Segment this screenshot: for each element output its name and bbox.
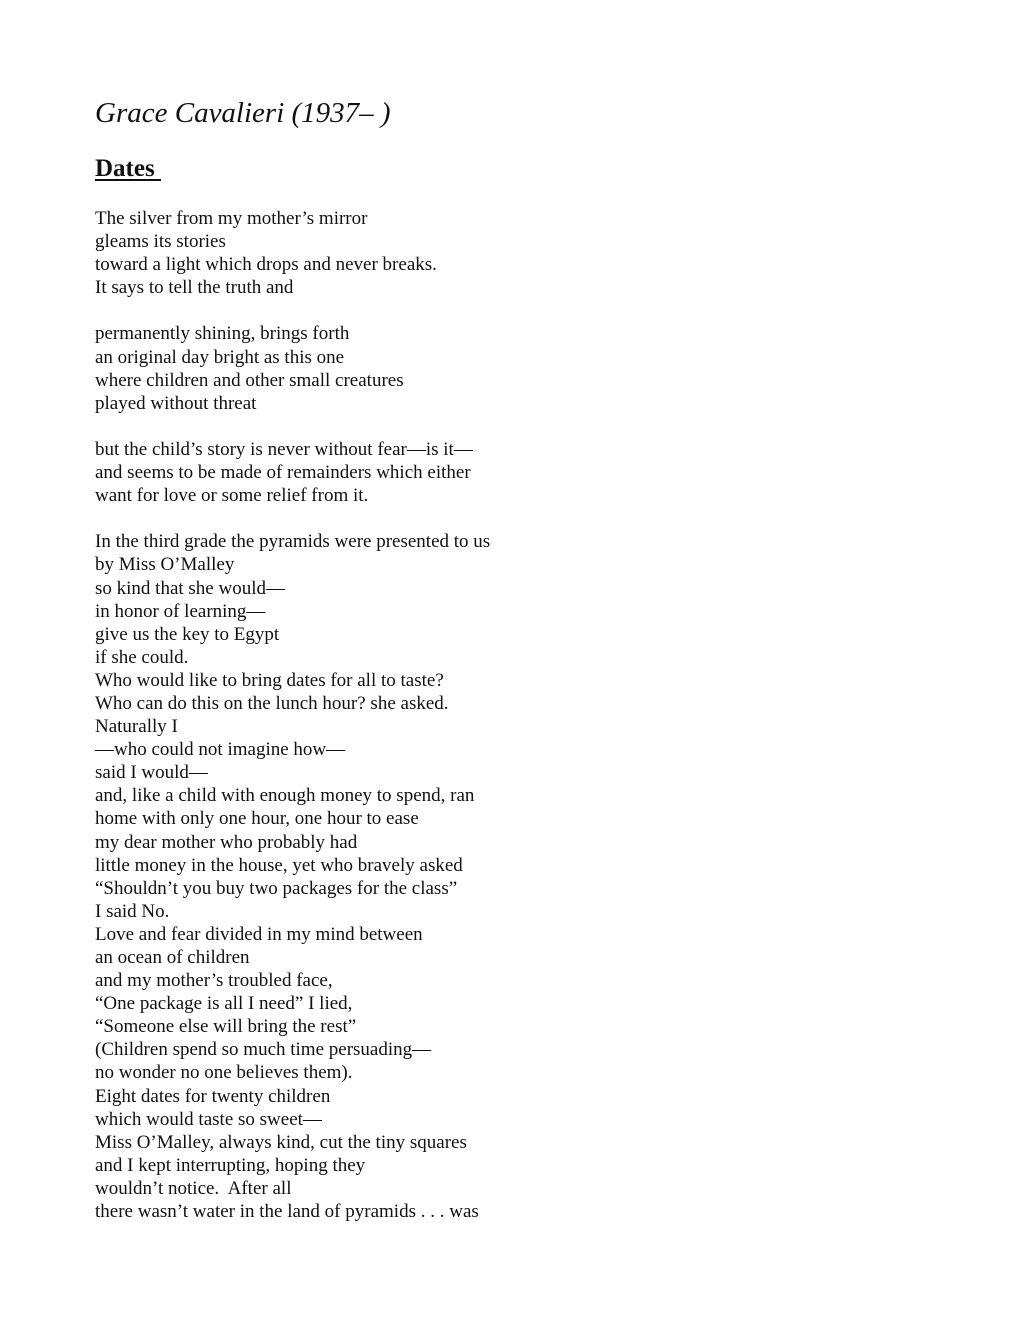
poem-line: I said No. <box>95 900 170 922</box>
poem-line: In the third grade the pyramids were presented to us <box>95 531 491 553</box>
poem-line: home with only one hour, one hour to ease <box>95 808 419 830</box>
poem-line: “One package is all I need” I lied, <box>95 993 353 1015</box>
poem-line: little money in the house, yet who bravely asked <box>95 854 463 876</box>
poem-line: The silver from my mother’s mirror <box>95 208 368 229</box>
poem-line: “Shouldn’t you buy two packages for the class” <box>95 877 458 899</box>
poem-line: Eight dates for twenty children <box>95 1085 331 1107</box>
poem-line: and, like a child with enough money to spend, ran <box>95 785 475 807</box>
poem-line: “Someone else will bring the rest” <box>95 1016 357 1038</box>
poem-line: an ocean of children <box>95 947 250 968</box>
poem-line: Love and fear divided in my mind between <box>95 923 423 945</box>
poem-line: so kind that she would— <box>95 577 285 599</box>
poem-line: by Miss O’Malley <box>95 554 235 576</box>
poem-line: (Children spend so much time persuading— <box>95 1039 432 1061</box>
poem-line: Who would like to bring dates for all to taste? <box>95 669 444 691</box>
poem-line: wouldn’t notice. After all <box>95 1177 292 1199</box>
poem-line: and my mother’s troubled face, <box>95 970 333 992</box>
poem-line: Naturally I <box>95 716 178 738</box>
poem-line: gleams its stories <box>95 231 226 253</box>
author-heading: Grace Cavalieri (1937– ) <box>95 97 391 129</box>
poem-line: which would taste so sweet— <box>95 1108 322 1130</box>
poem-line: want for love or some relief from it. <box>95 485 369 507</box>
poem-line: where children and other small creatures <box>95 369 404 391</box>
poem-line: but the child’s story is never without fear—is it— <box>95 438 473 460</box>
poem-line: no wonder no one believes them). <box>95 1062 353 1084</box>
poem-line: —who could not imagine how— <box>95 739 346 761</box>
poem-line: there wasn’t water in the land of pyramids . . . was <box>95 1201 479 1223</box>
poem-line: if she could. <box>95 646 189 668</box>
poem-title: Dates <box>95 155 161 182</box>
poem-line: toward a light which drops and never breaks. <box>95 254 437 276</box>
poem-line: and seems to be made of remainders which either <box>95 462 471 484</box>
poem-line: played without threat <box>95 392 257 414</box>
poem-line: permanently shining, brings forth <box>95 323 350 345</box>
poem-line: give us the key to Egypt <box>95 623 280 645</box>
poem-stanza <box>95 207 895 299</box>
poem-line: said I would— <box>95 762 208 784</box>
poem-line: my dear mother who probably had <box>95 831 358 853</box>
poem-line: Who can do this on the lunch hour? she asked. <box>95 692 449 714</box>
poem-body <box>95 207 895 1246</box>
poem-line: in honor of learning— <box>95 600 266 622</box>
poem-stanza <box>95 322 895 414</box>
poem-line: It says to tell the truth and <box>95 277 294 299</box>
poem-line: and I kept interrupting, hoping they <box>95 1154 366 1176</box>
poem-line: an original day bright as this one <box>95 346 345 368</box>
poem-stanza <box>95 530 895 1223</box>
poem-stanza <box>95 438 895 507</box>
poem-line: Miss O’Malley, always kind, cut the tiny squares <box>95 1131 467 1153</box>
